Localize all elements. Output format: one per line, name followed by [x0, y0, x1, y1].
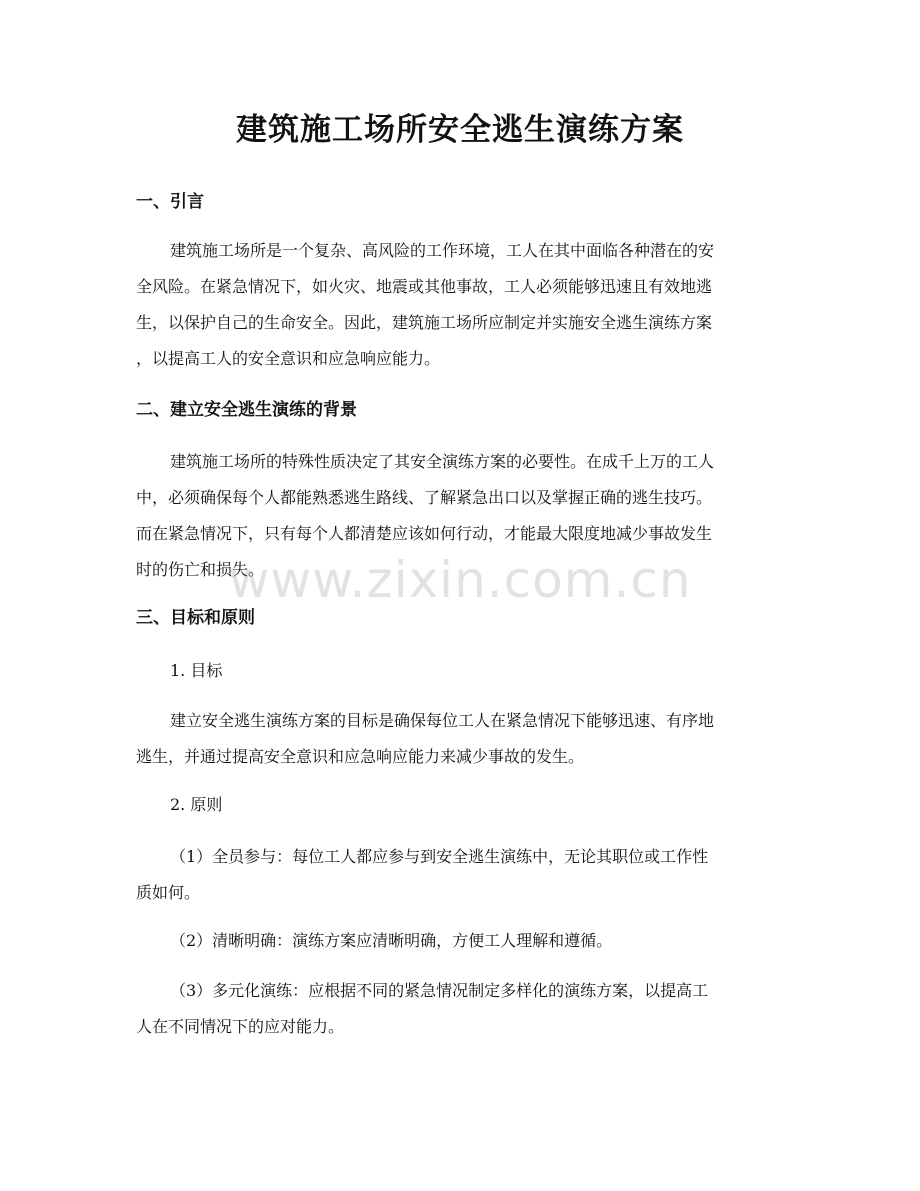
text-line: 建筑施工场所的特殊性质决定了其安全演练方案的必要性。在成千上万的工人: [170, 452, 715, 471]
text-line: 全风险。在紧急情况下，如火灾、地震或其他事故，工人必须能够迅速且有效地逃: [136, 277, 713, 296]
goal-paragraph: [136, 703, 786, 775]
principle-item: [136, 923, 786, 959]
text-line: 人在不同情况下的应对能力。: [136, 1017, 345, 1036]
text-line: 中，必须确保每个人都能熟悉逃生路线、了解紧急出口以及掌握正确的逃生技巧。: [136, 488, 713, 507]
principle-item: [136, 839, 786, 911]
background-paragraph: [136, 444, 786, 588]
text-line: 时的伤亡和损失。: [136, 560, 265, 579]
document-title: 建筑施工场所安全逃生演练方案: [236, 112, 684, 148]
text-line: （2）清晰明确：演练方案应清晰明确，方便工人理解和遵循。: [170, 931, 613, 950]
text-line: （1）全员参与：每位工人都应参与到安全逃生演练中，无论其职位或工作性: [170, 847, 709, 866]
text-line: 逃生，并通过提高安全意识和应急响应能力来减少事故的发生。: [136, 747, 585, 766]
text-line: （3）多元化演练：应根据不同的紧急情况制定多样化的演练方案，以提高工: [170, 981, 709, 1000]
watermark: www.zixin.com.cn: [228, 551, 692, 609]
section-heading-introduction: 一、引言: [136, 192, 204, 212]
section-heading-background: 二、建立安全逃生演练的背景: [136, 400, 357, 420]
subsection-goal: 1. 目标: [170, 661, 223, 680]
text-line: 生，以保护自己的生命安全。因此，建筑施工场所应制定并实施安全逃生演练方案: [136, 313, 713, 332]
section-heading-goals-principles: 三、目标和原则: [136, 608, 255, 628]
text-line: 而在紧急情况下，只有每个人都清楚应该如何行动，才能最大限度地减少事故发生: [136, 524, 713, 543]
subsection-principles: 2. 原则: [170, 795, 223, 814]
introduction-paragraph: [136, 233, 786, 377]
text-line: 质如何。: [136, 883, 201, 902]
text-line: 建筑施工场所是一个复杂、高风险的工作环境，工人在其中面临各种潜在的安: [170, 241, 715, 260]
principle-item: [136, 973, 786, 1045]
text-line: ，以提高工人的安全意识和应急响应能力。: [136, 349, 441, 368]
text-line: 建立安全逃生演练方案的目标是确保每位工人在紧急情况下能够迅速、有序地: [170, 711, 715, 730]
